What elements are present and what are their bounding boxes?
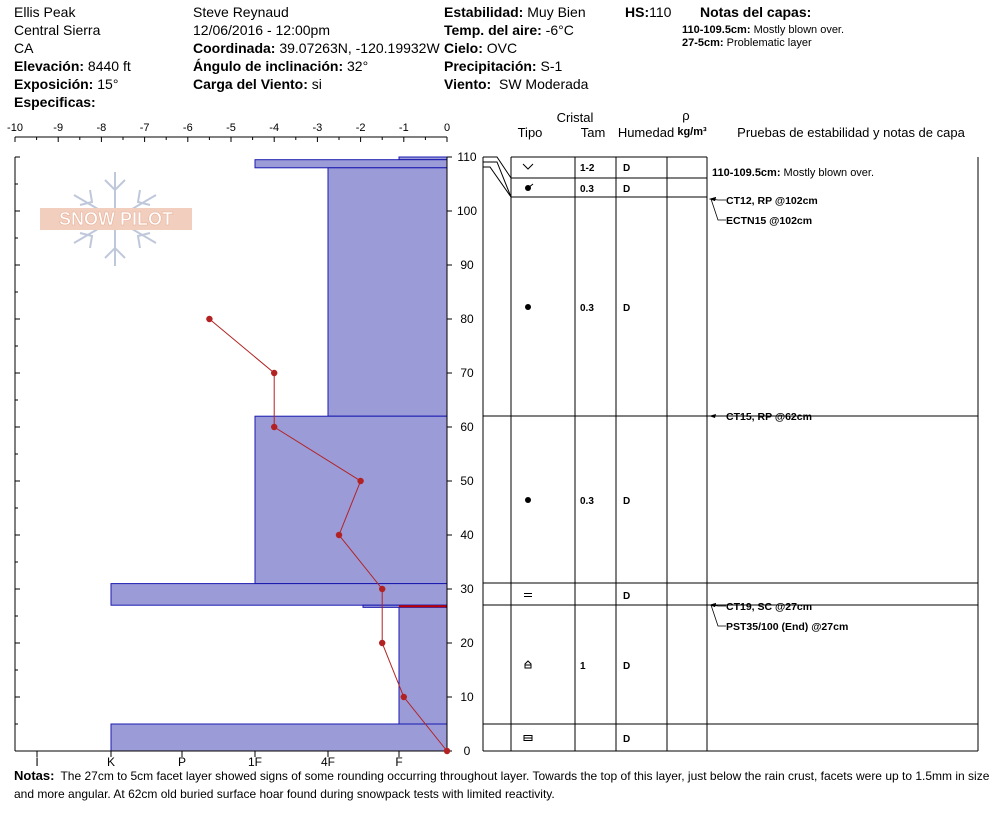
hs-value: 110 [649,4,672,20]
aspect-value: 15° [97,76,119,92]
temperature-axis [7,122,450,142]
elevation-value: 8440 ft [87,58,131,74]
temp-tick-label: -3 [312,122,323,134]
notes [14,767,990,803]
temp-tick-label: -8 [96,122,107,134]
height-tick-label: 40 [460,528,474,542]
height-tick-label: 0 [463,744,471,758]
height-tick-label: 50 [460,474,474,488]
hardness-bar [328,168,447,416]
temp-tick-label: -6 [182,122,193,134]
layer-note-1: 110-109.5cm: Mostly blown over. [682,24,845,36]
test-arrow-icon [709,197,716,201]
stability-label: Estabilidad: [444,4,524,20]
air-temp-value: -6°C [545,22,574,38]
header-rho: ρ [682,108,690,123]
coord-label: Coordinada: [193,40,276,56]
stability-test: CT15, RP @62cm [726,411,812,423]
header-density-unit: kg/m³ [677,126,707,138]
hardness-bar [111,584,447,606]
hs-label: HS: [625,4,650,20]
elevation-label: Elevación: [14,58,85,74]
notes-text: The 27cm to 5cm facet layer showed signs of some rounding occurring throughout layer. Towards the top of this layer, just below the rain crust, facets were up to 1.5mm in size and more angular. At 62cm old buried surface hoar found during snowpack tests with limited reactivity. [14,769,990,801]
wind-load-label: Carga del Viento: [193,76,308,92]
hardness-tick-label: I [35,755,39,769]
temp-tick-label: -9 [53,122,64,134]
grain-v-icon [523,164,533,169]
header-humedad: Humedad [617,125,675,140]
header-tests: Pruebas de estabilidad y notas de capa [737,125,965,140]
wetness: D [623,496,631,507]
logo-text: SNOW PILOT [59,209,173,229]
temp-tick-label: -2 [355,122,366,134]
wetness: D [623,163,631,174]
temperature-point [379,640,385,646]
test-leader [711,199,726,220]
height-tick-label: 60 [460,420,474,434]
wetness: D [623,734,631,745]
layer-comment [712,167,874,179]
grain-size: 1 [580,661,586,672]
grain-size: 1-2 [580,163,595,174]
grain-size: 0.3 [580,303,594,314]
temperature-point [336,532,342,538]
datetime: 12/06/2016 - 12:00pm [193,22,330,38]
hardness-tick-label: P [177,755,187,769]
header-tam: Tam [580,125,606,140]
temperature-point [271,370,277,376]
height-tick-label: 100 [456,204,478,218]
range: Central Sierra [14,22,101,38]
precip-value: S-1 [540,58,563,74]
stability-tests [709,167,874,633]
specifics-label: Especificas: [14,94,96,110]
hardness-tick-label: F [395,755,403,769]
temp-tick-label: 0 [443,122,451,134]
state: CA [14,40,34,56]
rounded-grain-icon [525,497,531,503]
precip-label: Precipitación: [444,58,537,74]
wetness: D [623,591,631,602]
wind-load-value: si [311,76,322,92]
grain-size: 0.3 [580,184,594,195]
incline-value: 32° [347,58,369,74]
header-cristal: Cristal [556,110,594,125]
header-tipo: Tipo [517,125,543,140]
temp-tick-label: -10 [7,122,23,134]
hardness-bar [255,160,447,168]
rounded-grain-icon [525,304,531,310]
temp-tick-label: -5 [226,122,236,134]
stability-value: Muy Bien [527,4,586,20]
temperature-point [379,586,385,592]
temp-tick-label: -1 [398,122,409,134]
wetness: D [623,661,631,672]
location: Ellis Peak [14,4,76,20]
sky-label: Cielo: [444,40,483,56]
layer-comment-text: Mostly blown over. [780,167,875,179]
snow-pilot-logo [40,172,192,266]
height-tick-label: 90 [460,258,474,272]
hardness-tick-label: 4F [320,755,336,769]
coord-value: 39.07263N, -120.19932W [279,40,440,56]
test-arrow-icon [709,414,716,418]
temperature-point [444,748,450,754]
temperature-point [357,478,363,484]
stability-test: CT12, RP @102cm [726,195,818,207]
hardness-bar [399,607,447,724]
crystal-table [483,157,978,751]
layer-notes-title: Notas del capas: [700,4,812,20]
height-tick-label: 20 [460,636,474,650]
stability-test: PST35/100 (End) @27cm [726,621,849,633]
test-leader [711,605,726,626]
wind-value: SW Moderada [498,76,589,92]
incline-label: Ángulo de inclinación: [193,58,344,74]
observer: Steve Reynaud [193,4,289,20]
notes-label: Notas: [14,768,55,783]
hardness-bar [111,724,447,751]
hardness-profile [111,157,447,751]
test-arrow-icon [709,603,716,607]
hardness-tick-label: K [106,755,116,769]
temp-tick-label: -7 [139,122,150,134]
temperature-point [401,694,407,700]
height-tick-label: 80 [460,312,474,326]
stability-test: ECTN15 @102cm [726,215,813,227]
temp-tick-label: -4 [269,122,280,134]
height-tick-label: 70 [460,366,474,380]
temperature-point [271,424,277,430]
temperature-point [206,316,212,322]
aspect-label: Exposición: [14,76,94,92]
height-tick-label: 30 [460,582,474,596]
wetness: D [623,184,631,195]
hardness-tick-label: 1F [247,755,263,769]
height-tick-label: 110 [457,150,477,164]
layer-note-2: 27-5cm: Problematic layer [682,37,812,49]
layer-comment-range: 110-109.5cm: [712,167,781,179]
wetness: D [623,303,631,314]
stability-test: CT19, SC @27cm [726,601,813,613]
hardness-bar [255,416,447,583]
sky-value: OVC [486,40,518,56]
air-temp-label: Temp. del aire: [444,22,542,38]
grain-size: 0.3 [580,496,594,507]
height-tick-label: 10 [460,690,474,704]
wind-label: Viento: [444,76,492,92]
